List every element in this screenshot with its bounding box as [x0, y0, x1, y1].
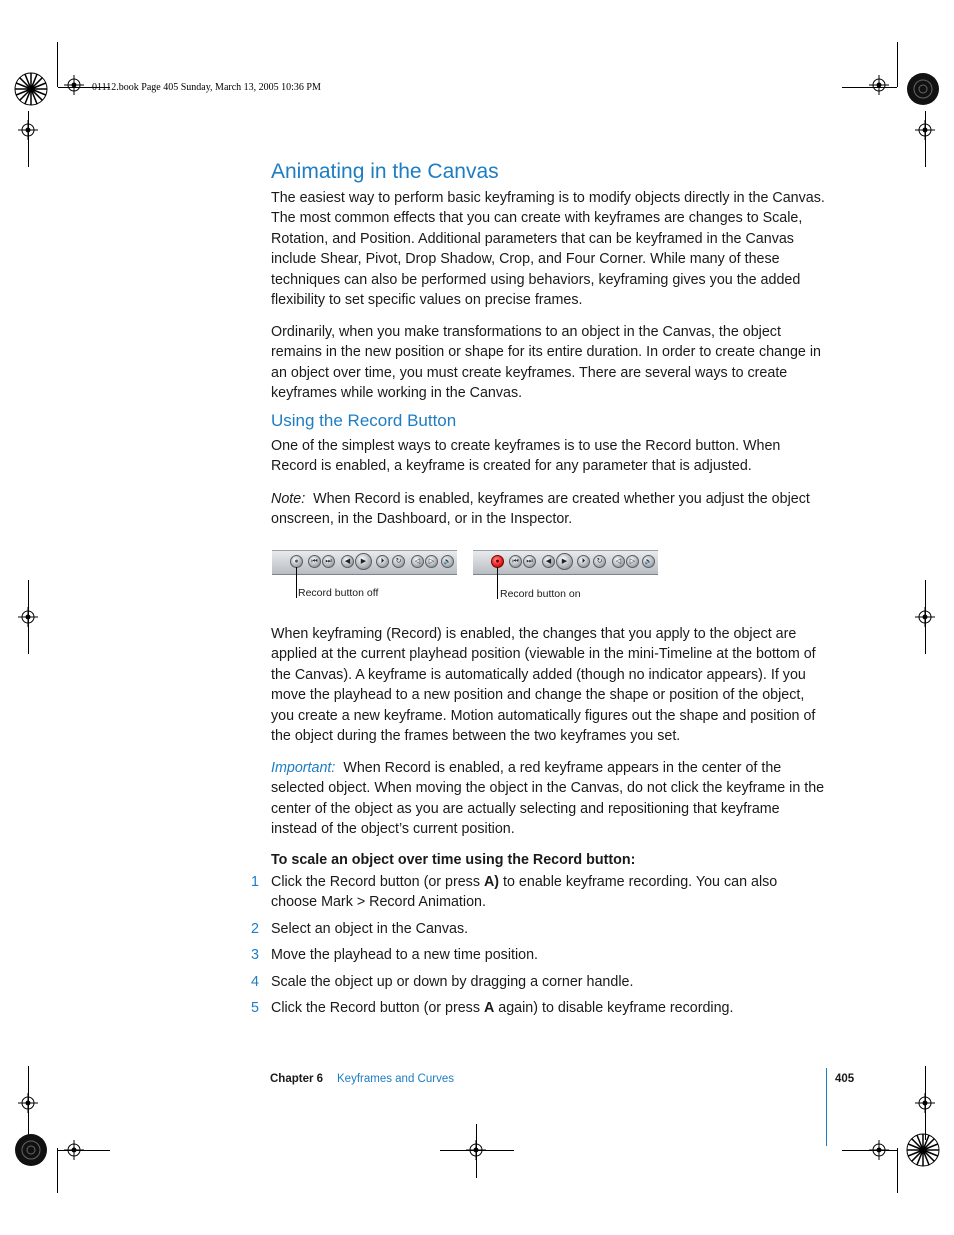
section-title: Using the Record Button	[271, 411, 457, 430]
note-label: Note:	[271, 491, 306, 507]
step-text-part: Click the Record button (or press	[271, 874, 484, 890]
important-text: When Record is enabled, a red keyframe appears in the center of the selected object. When moving the object in the Canvas, do not click the keyframe in the center of the object as you are actually selecting and repositioning that keyframe instead of the object’s current position.	[271, 760, 825, 838]
step-number: 3	[251, 947, 259, 963]
toolbar-record-off	[272, 550, 457, 575]
play-range-button[interactable]	[577, 555, 590, 568]
intro-paragraph-2: Ordinarily, when you make transformations to an object in the Canvas, the object remains in the new position or shape for its entire duration. In order to create change in an object over time, you must create keyframes. There are several ways to create keyframes while working in the Canvas.	[271, 324, 821, 402]
page-number: 405	[835, 1073, 855, 1085]
callout-line-off	[296, 567, 297, 598]
note-paragraph	[271, 489, 827, 530]
registration-target-icon	[14, 1133, 48, 1167]
prev-frame-button[interactable]	[612, 555, 625, 568]
crosshair-icon	[869, 1140, 889, 1160]
step-back-button[interactable]	[341, 555, 354, 568]
range-glyph: ⏵	[380, 558, 385, 565]
footer-chapter-title: Keyframes and Curves	[337, 1073, 454, 1085]
start-glyph: ⏮	[512, 558, 519, 565]
print-header: 01112.book Page 405 Sunday, March 13, 2005 10:36 PM	[92, 82, 321, 93]
prev-glyph: ◁	[615, 558, 622, 565]
callout-line-on	[497, 567, 498, 599]
keyframing-paragraph: When keyframing (Record) is enabled, the changes that you apply to the object are applied at the current playhead position (viewable in the mini-Timeline at the bottom of the Canvas). A keyframe is automatically added (though no indicator appears). If you move the playhead to a new position and change the shape or position of the object, you create a new keyframe. Motion automatically figures out the shape and position of the object during the frames between the two keyframes you set.	[271, 626, 816, 745]
play-button[interactable]	[355, 553, 372, 570]
crosshair-icon	[869, 75, 889, 95]
audio-button[interactable]	[642, 555, 655, 568]
steps-heading: To scale an object over time using the Record button:	[271, 852, 636, 868]
page-title: Animating in the Canvas	[271, 160, 499, 183]
toolbar-record-on	[473, 550, 658, 575]
go-to-end-button[interactable]	[322, 555, 335, 568]
loop-button[interactable]	[593, 555, 606, 568]
step-number: 5	[251, 1000, 259, 1016]
next-frame-button[interactable]	[626, 555, 639, 568]
registration-target-icon	[906, 72, 940, 106]
crosshair-icon	[18, 1093, 38, 1113]
range-glyph: ⏵	[581, 558, 586, 565]
step-text-part: to enable keyframe recording. You can also choose Mark > Record Animation.	[271, 874, 778, 910]
next-frame-button[interactable]	[425, 555, 438, 568]
play-glyph: ▶	[561, 558, 568, 565]
step-text: Move the playhead to a new time position.	[271, 947, 539, 963]
note-text: When Record is enabled, keyframes are created whether you adjust the object onscreen, in the Dashboard, or in the Inspector.	[271, 491, 810, 528]
crosshair-icon	[915, 1093, 935, 1113]
next-glyph: ▷	[629, 558, 636, 565]
step-key: A)	[483, 874, 500, 890]
step-text: Select an object in the Canvas.	[271, 921, 469, 937]
go-to-start-button[interactable]	[509, 555, 522, 568]
go-to-start-button[interactable]	[308, 555, 321, 568]
step-back-button[interactable]	[542, 555, 555, 568]
step-text: Scale the object up or down by dragging a corner handle.	[271, 974, 634, 990]
play-range-button[interactable]	[376, 555, 389, 568]
audio-glyph: 🔊	[443, 559, 452, 565]
end-glyph: ⏭	[526, 558, 533, 565]
step-text-part: Click the Record button (or press	[271, 1000, 484, 1016]
registration-target-icon	[14, 72, 48, 106]
back-glyph: ◀	[344, 558, 351, 565]
back-glyph: ◀	[545, 558, 552, 565]
important-paragraph	[271, 758, 827, 840]
crosshair-icon	[64, 75, 84, 95]
crosshair-icon	[915, 607, 935, 627]
prev-glyph: ◁	[414, 558, 421, 565]
play-button[interactable]	[556, 553, 573, 570]
crosshair-icon	[18, 607, 38, 627]
crosshair-icon	[915, 120, 935, 140]
crosshair-icon	[64, 1140, 84, 1160]
registration-target-icon	[906, 1133, 940, 1167]
important-label: Important:	[271, 760, 336, 776]
step-text-part: again) to disable keyframe recording.	[494, 1000, 734, 1016]
step-number: 2	[251, 921, 259, 937]
step-number: 1	[251, 874, 259, 890]
play-glyph: ▶	[360, 558, 367, 565]
intro-paragraph-1: The easiest way to perform basic keyframing is to modify objects directly in the Canvas. The most common effects that you can create with keyframes are changes to Scale, Rotation, and Position. Additional parameters that can be keyframed in the Canvas include Shear, Pivot, Drop Shadow, Crop, and Four Corner. While many of these techniques can also be performed using behaviors, keyframing gives you the added flexibility to set specific values on precise frames.	[271, 190, 825, 309]
caption-record-off: Record button off	[298, 587, 379, 599]
end-glyph: ⏭	[325, 558, 332, 565]
prev-frame-button[interactable]	[411, 555, 424, 568]
loop-glyph: ↻	[395, 558, 402, 565]
go-to-end-button[interactable]	[523, 555, 536, 568]
record-glyph: ●	[495, 558, 500, 565]
step-text	[271, 998, 827, 1018]
record-intro-paragraph: One of the simplest ways to create keyframes is to use the Record button. When Record is enabled, a keyframe is created for any parameter that is adjusted.	[271, 438, 781, 475]
step-number: 4	[251, 974, 259, 990]
next-glyph: ▷	[428, 558, 435, 565]
record-glyph: ●	[294, 558, 299, 565]
step-key: A	[483, 1000, 495, 1016]
loop-button[interactable]	[392, 555, 405, 568]
footer-divider	[826, 1068, 827, 1146]
crosshair-icon	[18, 120, 38, 140]
start-glyph: ⏮	[311, 558, 318, 565]
step-text	[271, 872, 827, 912]
caption-record-on: Record button on	[500, 588, 581, 600]
footer-chapter: Chapter 6	[270, 1073, 324, 1085]
audio-button[interactable]	[441, 555, 454, 568]
audio-glyph: 🔊	[644, 559, 653, 565]
loop-glyph: ↻	[596, 558, 603, 565]
crosshair-icon	[466, 1140, 486, 1160]
